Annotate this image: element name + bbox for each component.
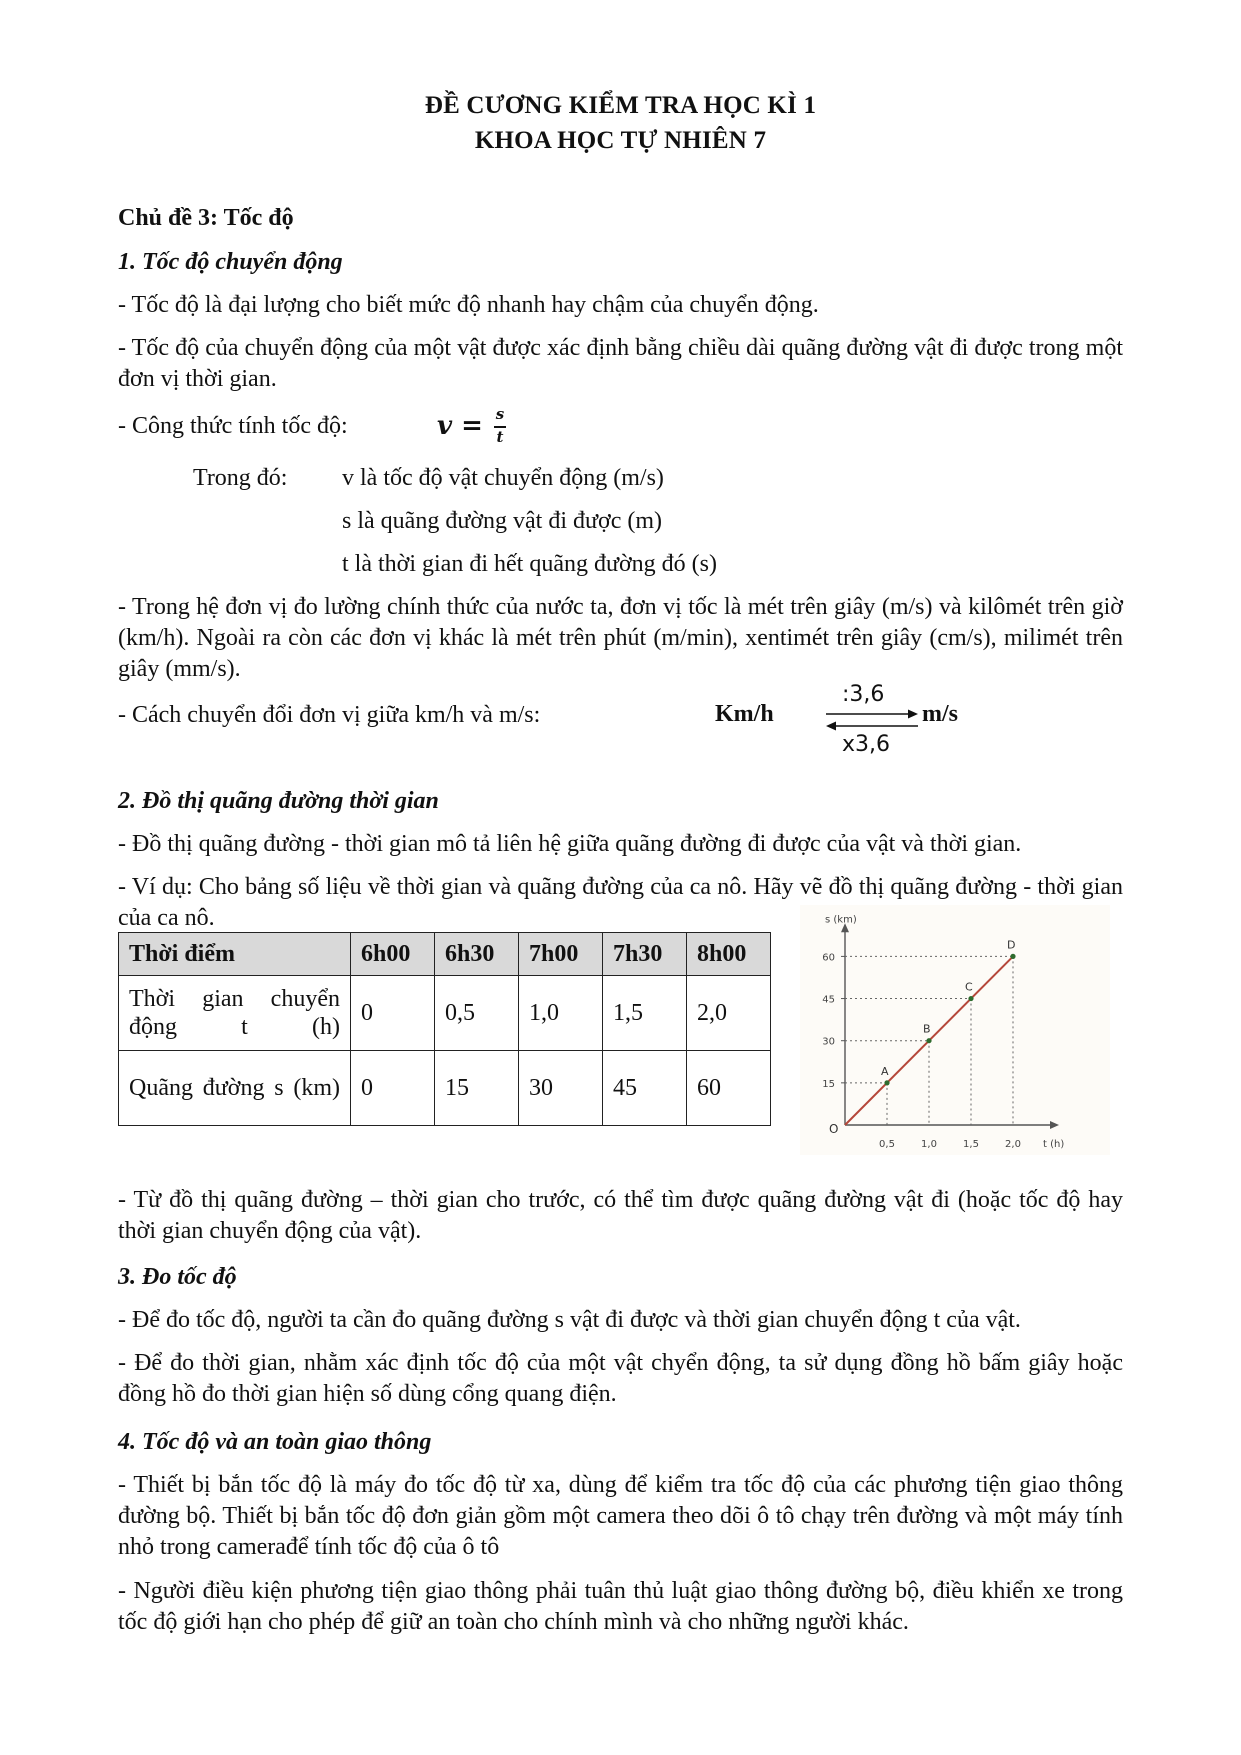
- title-line-2: KHOA HỌC TỰ NHIÊN 7: [474, 127, 767, 154]
- y-tick-label: 30: [822, 1036, 835, 1048]
- table-cell: 30: [519, 1051, 603, 1126]
- table-cell: 45: [603, 1051, 687, 1126]
- table-cell: 15: [435, 1051, 519, 1126]
- table-header-time: 7h00: [519, 933, 603, 976]
- table-header-row: [119, 933, 771, 976]
- unit-kmh: Km/h: [715, 701, 774, 727]
- section4-p1: - Thiết bị bắn tốc độ là máy đo tốc độ từ xa, dùng để kiểm tra tốc độ của các phương tiện giao thông đường bộ. Thiết bị bắn tốc độ đơn giản gồm một camera theo dõi ô tô chạy trên đường và một máy tính nhỏ trong camerađể tính tốc độ của ô tô: [118, 1472, 1123, 1560]
- conversion-arrows-icon: [824, 708, 920, 732]
- conversion-multiply: x3,6: [842, 732, 891, 757]
- data-point: [926, 1038, 931, 1043]
- conversion-divide: :3,6: [842, 682, 885, 707]
- distance-time-chart: [800, 905, 1110, 1155]
- section2-heading: 2. Đồ thị quãng đường thời gian: [118, 788, 439, 814]
- table-cell: 2,0: [687, 976, 771, 1051]
- unit-ms: m/s: [922, 701, 958, 727]
- y-tick-label: 60: [822, 952, 835, 964]
- where-v: v là tốc độ vật chuyển động (m/s): [342, 465, 664, 491]
- table-header-time: 8h00: [687, 933, 771, 976]
- data-point: [1010, 954, 1015, 959]
- table-row-label: Quãng đường s (km): [119, 1051, 351, 1126]
- section3-heading: 3. Đo tốc độ: [118, 1264, 237, 1290]
- table-header-time: 6h30: [435, 933, 519, 976]
- topic-heading: Chủ đề 3: Tốc độ: [118, 205, 294, 231]
- table-cell: 0: [351, 976, 435, 1051]
- y-axis-label: s (km): [825, 914, 857, 926]
- y-tick-label: 45: [822, 994, 835, 1006]
- table-row: [119, 976, 771, 1051]
- data-point: [884, 1080, 889, 1085]
- where-t: t là thời gian đi hết quãng đường đó (s): [342, 551, 717, 577]
- section2-p2: - Ví dụ: Cho bảng số liệu về thời gian và quãng đường của ca nô. Hãy vẽ đồ thị quãng đường - thời gian của ca nô.: [118, 874, 1123, 931]
- section3-p2: - Để đo thời gian, nhằm xác định tốc độ của một vật chyển động, ta sử dụng đồng hồ bấm giây hoặc đồng hồ đo thời gian hiện số dùng cổng quang điện.: [118, 1350, 1123, 1407]
- table-cell: 0: [351, 1051, 435, 1126]
- x-axis-label: t (h): [1043, 1139, 1065, 1150]
- formula-numerator: s: [495, 405, 505, 423]
- section1-p2: - Tốc độ của chuyển động của một vật được xác định bằng chiều dài quãng đường vật đi được trong một đơn vị thời gian.: [118, 335, 1123, 392]
- data-point-label: A: [881, 1064, 889, 1078]
- formula-lhs: v =: [437, 411, 483, 441]
- data-point-label: C: [965, 980, 973, 994]
- data-point-label: D: [1007, 938, 1016, 952]
- formula-label: - Công thức tính tốc độ:: [118, 413, 348, 439]
- table-row-label: Thời gian chuyển động t (h): [119, 976, 351, 1051]
- origin-label: O: [829, 1122, 839, 1136]
- data-point-label: B: [923, 1022, 931, 1036]
- section3-p1: - Để đo tốc độ, người ta cần đo quãng đường s vật đi được và thời gian chuyển động t của vật.: [118, 1307, 1021, 1333]
- section1-heading: 1. Tốc độ chuyển động: [118, 249, 343, 275]
- table-cell: 60: [687, 1051, 771, 1126]
- section2-p3: - Từ đồ thị quãng đường – thời gian cho trước, có thể tìm được quãng đường vật đi (hoặc tốc độ hay thời gian chuyển động của vật).: [118, 1187, 1123, 1244]
- x-tick-label: 1,5: [963, 1139, 979, 1150]
- where-label: Trong đó:: [193, 465, 288, 491]
- table-row: [119, 1051, 771, 1126]
- section4-p2: - Người điều kiện phương tiện giao thông phải tuân thủ luật giao thông đường bộ, điều khiển xe trong tốc độ giới hạn cho phép để giữ an toàn cho chính mình và cho những người khác.: [118, 1578, 1123, 1635]
- conversion-label: - Cách chuyển đổi đơn vị giữa km/h và m/s:: [118, 702, 541, 728]
- x-tick-label: 1,0: [921, 1139, 937, 1150]
- title-line-1: ĐỀ CƯƠNG KIỂM TRA HỌC KÌ 1: [424, 92, 817, 119]
- x-axis-arrow: [1050, 1121, 1059, 1129]
- x-tick-label: 0,5: [879, 1139, 895, 1150]
- table-cell: 1,0: [519, 976, 603, 1051]
- table-header-label: Thời điểm: [119, 933, 351, 976]
- table-header-time: 7h30: [603, 933, 687, 976]
- data-table: [118, 932, 771, 1126]
- data-point: [968, 996, 973, 1001]
- table-cell: 1,5: [603, 976, 687, 1051]
- where-s: s là quãng đường vật đi được (m): [342, 508, 663, 534]
- x-tick-label: 2,0: [1005, 1139, 1021, 1150]
- table-header-time: 6h00: [351, 933, 435, 976]
- section1-p1: - Tốc độ là đại lượng cho biết mức độ nhanh hay chậm của chuyển động.: [118, 292, 819, 318]
- section4-heading: 4. Tốc độ và an toàn giao thông: [118, 1429, 432, 1455]
- table-cell: 0,5: [435, 976, 519, 1051]
- formula-denominator: t: [496, 428, 504, 446]
- section1-p3: - Trong hệ đơn vị đo lường chính thức của nước ta, đơn vị tốc là mét trên giây (m/s) và kilômét trên giờ (km/h). Ngoài ra còn các đơn vị khác là mét trên phút (m/min), xentimét trên giây (cm/s), milimét trên giây (mm/s).: [118, 594, 1123, 682]
- y-tick-label: 15: [822, 1078, 835, 1090]
- section2-p1: - Đồ thị quãng đường - thời gian mô tả liên hệ giữa quãng đường đi được của vật và thời gian.: [118, 831, 1022, 857]
